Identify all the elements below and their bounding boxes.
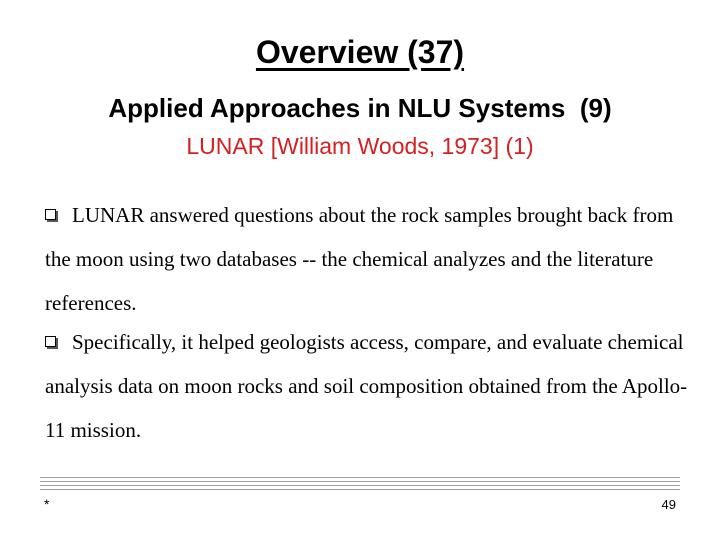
square-bullet-icon (45, 209, 56, 220)
footer-marker: * (44, 496, 50, 512)
slide-subtitle: Applied Approaches in NLU Systems (9) (108, 93, 612, 123)
footer-divider (40, 489, 680, 490)
footer-divider (40, 481, 680, 482)
bullet-item (45, 193, 695, 325)
slide-title (0, 34, 720, 71)
square-bullet-icon (45, 336, 56, 347)
footer-divider (40, 485, 680, 486)
page-number: 49 (661, 497, 676, 512)
bullet-text: Specifically, it helped geologists access, compare, and evaluate chemical analysis data on moon rocks and soil composition obtained from the Apollo-11 mission. (45, 330, 688, 442)
bullet-text: LUNAR answered questions about the rock samples brought back from the moon using two databases -- the chemical analyzes and the literature references. (45, 203, 674, 315)
section-heading: LUNAR [William Woods, 1973] (1) (186, 133, 534, 159)
footer-divider (40, 477, 680, 478)
slide-title-text: Overview (37) (255, 34, 465, 70)
bullet-item (45, 320, 695, 452)
